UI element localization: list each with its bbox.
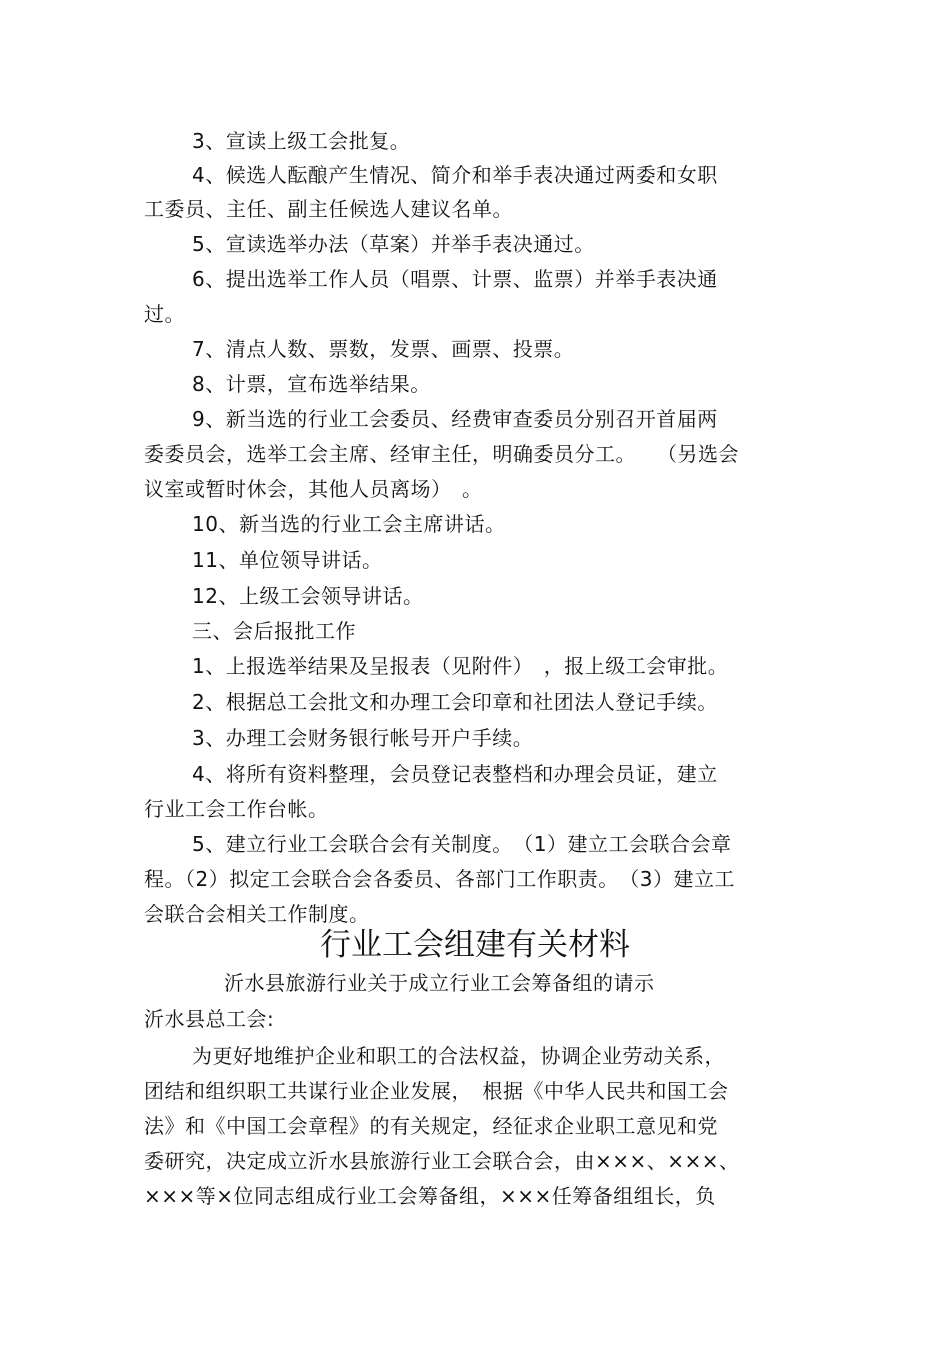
salutation: 沂水县总工会: [144,1007,275,1031]
body-line: 团结和组织职工共谋行业企业发展， 根据《中华人民共和国工会 [144,1079,729,1103]
body-line: ×××等×位同志组成行业工会筹备组，×××任筹备组组长，负 [144,1184,716,1208]
item-line: 程。（2）拟定工会联合会各委员、各部门工作职责。 （3）建立工 [144,867,735,891]
item-line: 过。 [144,302,185,326]
item-line: 3、办理工会财务银行帐号开户手续。 [192,726,534,750]
item-line: 9、新当选的行业工会委员、经费审查委员分别召开首届两 [192,407,718,431]
body-line: 为更好地维护企业和职工的合法权益，协调企业劳动关系， [192,1044,725,1068]
item-line: 4、将所有资料整理，会员登记表整档和办理会员证，建立 [192,762,718,786]
item-line: 7、清点人数、票数，发票、画票、投票。 [192,337,575,361]
item-line: 2、根据总工会批文和办理工会印章和社团法人登记手续。 [192,690,718,714]
item-line: 会联合会相关工作制度。 [144,902,370,926]
item-line: 委委员会，选举工会主席、经审主任，明确委员分工。 （另选会 [144,442,739,466]
body-line: 委研究，决定成立沂水县旅游行业工会联合会，由×××、×××、 [144,1149,740,1173]
item-line: 议室或暂时休会，其他人员离场） 。 [144,477,483,501]
section-title: 行业工会组建有关材料 [320,927,630,963]
item-line: 5、宣读选举办法（草案）并举手表决通过。 [192,232,595,256]
item-line: 3、宣读上级工会批复。 [192,129,411,153]
item-line: 5、建立行业工会联合会有关制度。 （1）建立工会联合会章 [192,832,732,856]
body-line: 法》和《中国工会章程》的有关规定，经征求企业职工意见和党 [144,1114,718,1138]
item-line: 1、上报选举结果及呈报表（见附件） ，报上级工会审批。 [192,654,729,678]
item-line: 11、单位领导讲话。 [192,548,383,572]
item-line: 4、候选人酝酿产生情况、简介和举手表决通过两委和女职 [192,163,718,187]
item-line: 工委员、主任、副主任候选人建议名单。 [144,197,513,221]
section-heading: 三、会后报批工作 [192,619,356,643]
item-line: 10、新当选的行业工会主席讲话。 [192,512,506,536]
document-subtitle: 沂水县旅游行业关于成立行业工会筹备组的请示 [224,971,655,995]
item-line: 12、上级工会领导讲话。 [192,584,424,608]
item-line: 8、计票，宣布选举结果。 [192,372,431,396]
item-line: 6、提出选举工作人员（唱票、计票、监票）并举手表决通 [192,267,718,291]
item-line: 行业工会工作台帐。 [144,797,329,821]
